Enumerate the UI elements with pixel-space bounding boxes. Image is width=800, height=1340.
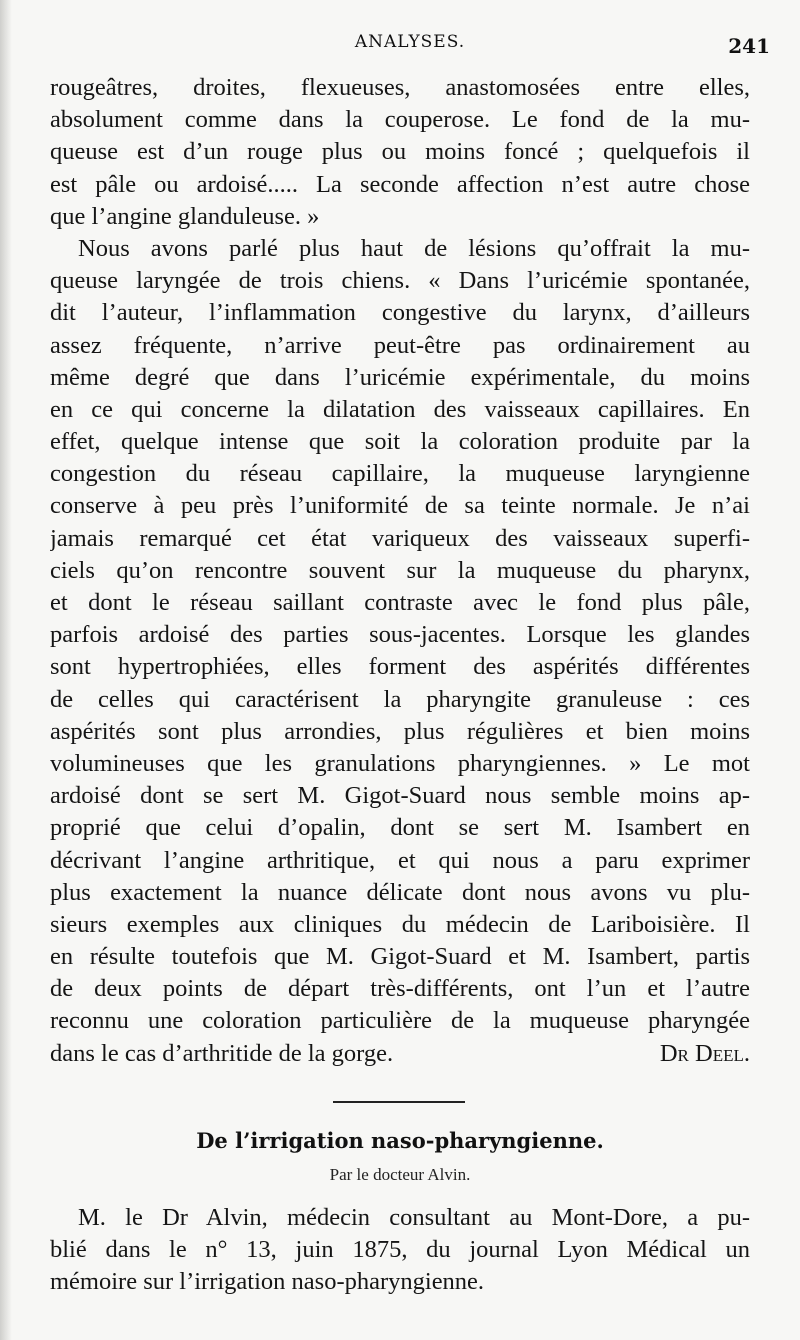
text-line: M. le Dr Alvin, médecin consultant au Mont-Dore, a pu-: [78, 1204, 750, 1231]
text-line: rougeâtres, droites, flexueuses, anastomosées entre elles,: [50, 74, 750, 101]
text-line: de deux points de départ très-différents, ont l’un et l’autre: [50, 975, 750, 1003]
text-line: congestion du réseau capillaire, la muqueuse laryngienne: [50, 460, 750, 488]
text-line: aspérités sont plus arrondies, plus régulières et bien moins: [50, 717, 750, 745]
text-line: décrivant l’angine arthritique, et qui nous a paru exprimer: [50, 846, 750, 874]
running-title: ANALYSES.: [354, 32, 466, 52]
section-divider: [333, 1101, 465, 1103]
text-line: ciels qu’on rencontre souvent sur la muqueuse du pharynx,: [50, 556, 750, 584]
text-line: conserve à peu près l’uniformité de sa teinte normale. Je n’ai: [50, 492, 750, 520]
section-title: De l’irrigation naso-pharyngienne.: [196, 1128, 604, 1153]
running-head: [50, 32, 770, 62]
text-line: blié dans le n° 13, juin 1875, du journal Lyon Médical un: [50, 1236, 750, 1264]
text-line: absolument comme dans la couperose. Le fond de la mu-: [50, 106, 750, 134]
text-line: queuse est d’un rouge plus ou moins foncé ; quelquefois il: [50, 138, 750, 166]
text-line: volumineuses que les granulations pharyngiennes. » Le mot: [50, 749, 750, 777]
text-line: dit l’auteur, l’inflammation congestive du larynx, d’ailleurs: [50, 299, 750, 327]
text-line: jamais remarqué cet état variqueux des vaisseaux superfi-: [50, 524, 750, 552]
text-line: queuse laryngée de trois chiens. « Dans l’uricémie spontanée,: [50, 267, 750, 295]
section-body: [50, 1202, 750, 1299]
text-line: en résulte toutefois que M. Gigot-Suard et M. Isambert, partis: [50, 943, 750, 971]
text-line: effet, quelque intense que soit la coloration produite par la: [50, 428, 750, 456]
text-line: sieurs exemples aux cliniques du médecin de Lariboisière. Il: [50, 910, 750, 938]
text-line: et dont le réseau saillant contraste avec le fond plus pâle,: [50, 589, 750, 616]
text-line: que l’angine glanduleuse. »: [50, 202, 320, 230]
article-body: [50, 72, 750, 1070]
text-line: ardoisé dont se sert M. Gigot-Suard nous semble moins ap-: [50, 782, 750, 810]
text-line: mémoire sur l’irrigation naso-pharyngienne.: [50, 1268, 485, 1296]
text-line: même degré que dans l’uricémie expérimentale, du moins: [50, 363, 750, 391]
page-number: 241: [728, 34, 770, 58]
text-line: Nous avons parlé plus haut de lésions qu’offrait la mu-: [78, 234, 750, 262]
signature-text: dans le cas d’arthritide de la gorge.: [50, 1039, 394, 1067]
text-line: reconnu une coloration particulière de la muqueuse pharyngée: [50, 1007, 750, 1035]
signature-line: [50, 1038, 750, 1070]
signature-author: Dr Deel.: [659, 1039, 750, 1067]
text-line: proprié que celui d’opalin, dont se sert M. Isambert en: [50, 814, 750, 842]
text-line: sont hypertrophiées, elles forment des aspérités différentes: [50, 653, 750, 681]
section-byline: Par le docteur Alvin.: [329, 1165, 471, 1184]
text-line: parfois ardoisé des parties sous-jacentes. Lorsque les glandes: [50, 621, 750, 649]
page-edge-shadow: [0, 0, 12, 1340]
text-line: est pâle ou ardoisé..... La seconde affection n’est autre chose: [50, 170, 750, 198]
text-line: de celles qui caractérisent la pharyngite granuleuse : ces: [50, 685, 750, 713]
text-line: en ce qui concerne la dilatation des vaisseaux capillaires. En: [50, 395, 750, 423]
text-line: plus exactement la nuance délicate dont nous avons vu plu-: [50, 878, 750, 906]
text-line: assez fréquente, n’arrive peut-être pas ordinairement au: [50, 331, 750, 359]
